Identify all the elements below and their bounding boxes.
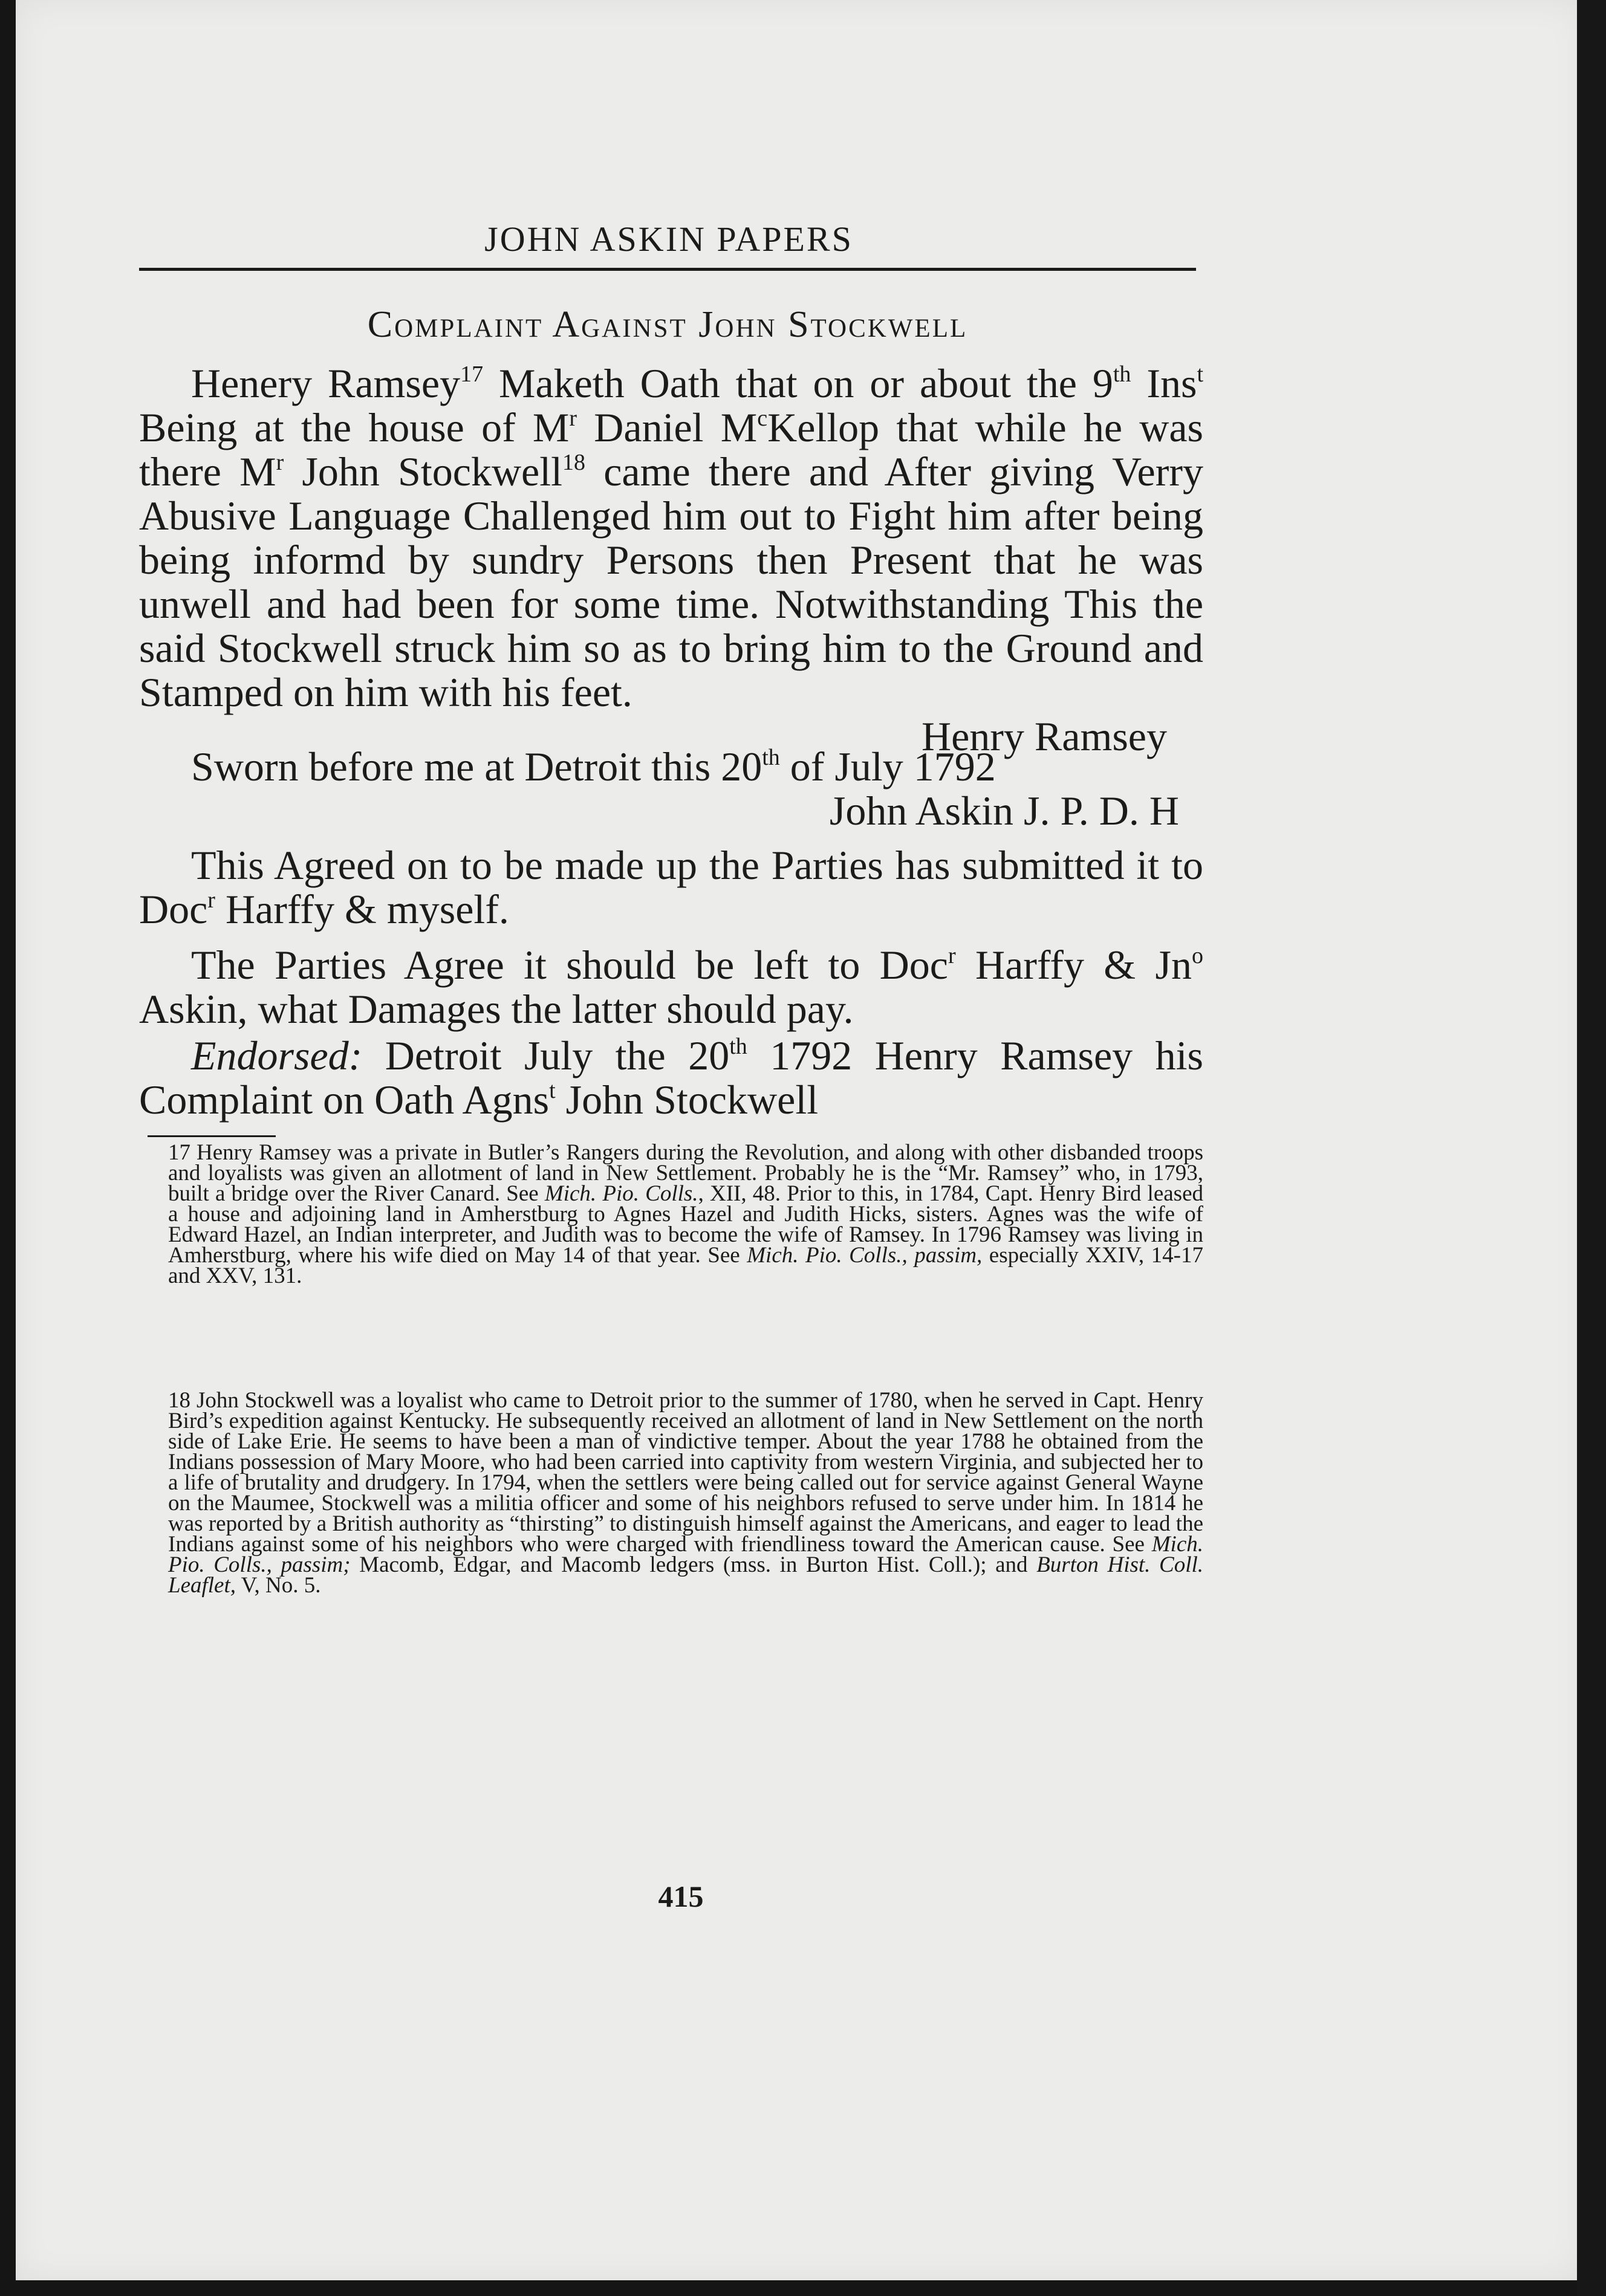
footnote-18 [168,1390,1203,1596]
text-span: 1792 Henry Ramsey his Complaint on Oath Agns [139,1033,1203,1123]
citation-italic: Burton Hist. Coll. Leaflet, [168,1552,1204,1598]
citation-italic: Mich. Pio. Colls., passim; [168,1532,1203,1577]
superscript: o [1192,943,1203,968]
header-rule [139,268,1196,271]
endorsed-paragraph [139,1034,1203,1122]
parties-paragraph [139,943,1203,1031]
footnote-text: especially XXIV, 14-17 and XXV, 131. [168,1243,1203,1288]
text-span: Ins [1131,360,1197,406]
footnote-ref-17: 17 [460,362,484,387]
superscript: th [729,1034,747,1059]
citation-italic: Mich. Pio. Colls., passim, [747,1243,983,1268]
text-span: Sworn before me at Detroit this 20 [191,744,762,790]
text-span: of July 1792 [779,744,996,790]
text-span: John Stockwell [555,1077,819,1123]
superscript: r [569,406,577,431]
footnote-text: Henry Ramsey was a private in Butler’s Rangers during the Revolution, and along with other disbanded troops and loyalists was given an allotment of land in New Settlement. Probably he is the “Mr. Ramsey” who, in 1793, built a bridge over the River Canard. See [168,1140,1203,1206]
footnote-text: , XII, 48. Prior to this, in 1784, Capt. Henry Bird leased a house and adjoining land in Amherstburg to Agnes Hazel and Judith Hicks, sisters. Agnes was the wife of Edward Hazel, an Indian interpreter, and Judith was to become the wife of Ramsey. In 1796 Ramsey was living in Amherstburg, where his wife died on May 14 of that year. See [168,1181,1204,1268]
superscript: r [276,450,284,475]
text-span: Askin, what Damages the latter should pay. [139,986,854,1032]
text-span: Detroit July the 20 [362,1033,730,1078]
agreed-paragraph [139,843,1203,932]
document-title: Complaint Against John Stockwell [367,304,968,345]
signature-askin: John Askin J. P. D. H [829,788,1179,834]
footnote-text: John Stockwell was a loyalist who came to Detroit prior to the summer of 1780, when he served in Capt. Henry Bird’s expedition against Kentucky. He subsequently received an allotment of land in New Settlement on the north side of Lake Erie. He seems to have been a man of vindictive temper. About the year 1788 he obtained from the Indians possession of Mary Moore, who had been carried into captivity from western Virginia, and subjected her to a life of brutality and drudgery. In 1794, when the settlers were being called out for service against General Wayne on the Maumee, Stockwell was a militia officer and some of his neighbors refused to serve under him. In 1814 he was reported by a British authority as “thirsting” to distinguish himself against the Americans, and eager to lead the Indians against some of his neighbors who were charged with friendliness toward the American cause. See [168,1388,1203,1557]
superscript: r [948,943,956,968]
page-number: 415 [658,1879,704,1913]
signature-ramsey: Henry Ramsey [921,713,1167,759]
text-span: came there and After giving Verry Abusive Language Challenged him out to Fight him after being being informd by sundry Persons then Present that he was unwell and had been for some time. Notwithstanding This the said Stockwell struck him so as to bring him to the Ground and Stamped on him with his feet. [139,449,1203,715]
sworn-paragraph [139,745,1203,833]
superscript: c [757,406,768,431]
text-span: The Parties Agree it should be left to Doc [191,942,948,988]
superscript: r [207,887,215,913]
text-span: John Stockwell [284,449,563,495]
text-span: This Agreed on to be made up the Parties has submitted it to Doc [139,842,1203,932]
scan-edge [1577,0,1606,2296]
book-page [16,0,1583,2280]
footnote-rule [148,1135,276,1137]
superscript: th [1113,362,1131,387]
footnote-number: 18 [168,1388,190,1413]
superscript: th [762,745,780,770]
superscript: t [1197,362,1203,387]
footnote-text: V, No. 5. [236,1573,321,1598]
text-span: Being at the house of M [139,404,570,450]
footnote-17 [168,1140,1204,1288]
text-span: Harffy & myself. [215,886,509,932]
text-span: Henery Ramsey [191,360,461,406]
footnote-number: 17 [168,1140,190,1165]
footnote-text: Macomb, Edgar, and Macomb ledgers (mss. in Burton Hist. Coll.); and [350,1552,1037,1577]
text-span: Kellop that while he was there M [139,404,1203,495]
endorsed-label: Endorsed: [191,1033,363,1078]
text-span: Harffy & Jn [955,942,1192,988]
citation-italic: Mich. Pio. Colls. [544,1181,698,1206]
superscript: t [549,1078,556,1103]
text-span: Maketh Oath that on or about the 9 [483,360,1113,406]
running-header: JOHN ASKIN PAPERS [484,219,853,259]
text-span: Daniel M [577,404,758,450]
footnote-ref-18: 18 [562,450,586,475]
complaint-paragraph [139,362,1203,759]
